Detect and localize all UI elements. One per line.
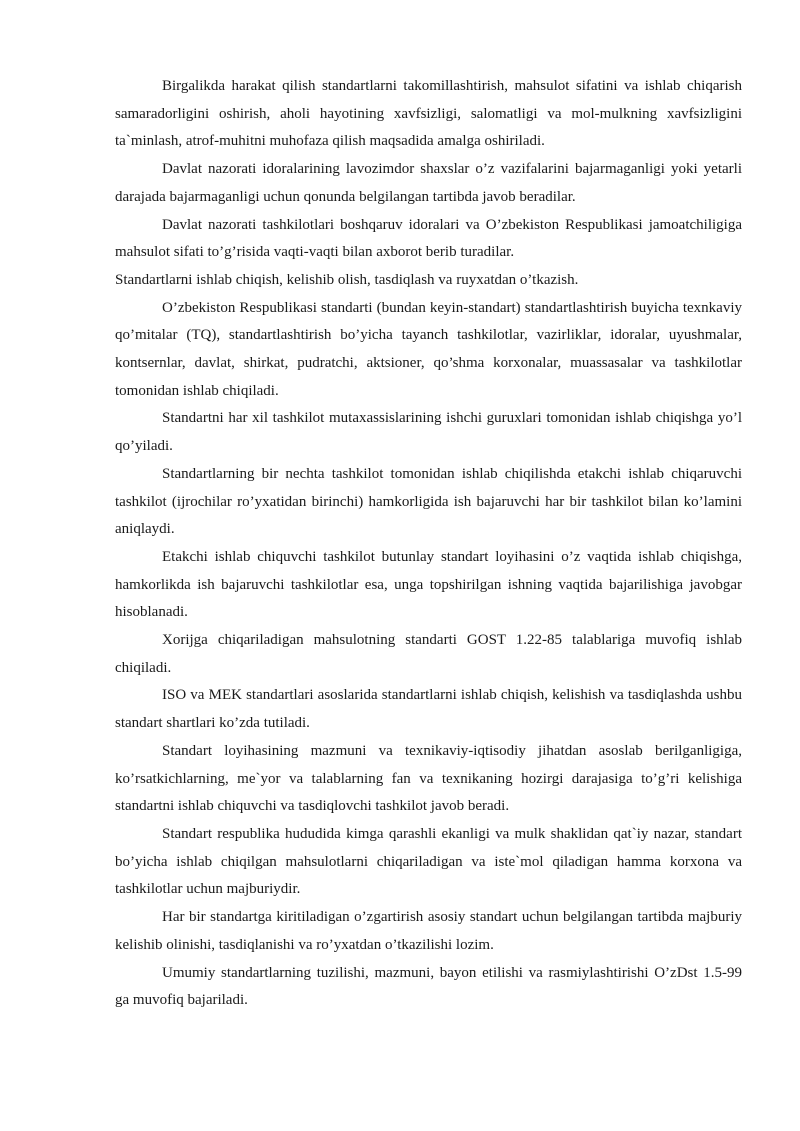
paragraph: Har bir standartga kiritiladigan o’zgartirish asosiy standart uchun belgilangan tartibda majburiy kelishib olinishi, tasdiqlanishi va ro’yxatdan o’tkazilishi lozim.	[115, 909, 742, 953]
paragraph: Xorijga chiqariladigan mahsulotning standarti GOST 1.22-85 talablariga muvofiq ishlab chiqiladi.	[115, 632, 742, 676]
section-heading: Standartlarni ishlab chiqish, kelishib olish, tasdiqlash va ruyxatdan o’tkazish.	[115, 271, 579, 288]
paragraph: Standart loyihasining mazmuni va texnikaviy-iqtisodiy jihatdan asoslab berilganligiga, ko’rsatkichlarning, me`yor va talablarning fan va texnikaning hozirgi darajasiga to’g’ri kelishiga standartni ishlab chiquvchi va tasdiqlovchi tashkilot javob beradi.	[115, 742, 742, 815]
paragraph: Standart respublika hududida kimga qarashli ekanligi va mulk shaklidan qat`iy nazar, standart bo’yicha ishlab chiqilgan mahsulotlarni chiqariladigan va iste`mol qiladigan hamma korxona va tashkilotlar uchun majburiydir.	[115, 825, 742, 898]
paragraph: Etakchi ishlab chiquvchi tashkilot butunlay standart loyihasini o’z vaqtida ishlab chiqishga, hamkorlikda ish bajaruvchi tashkilotlar esa, unga topshirilgan ishning vaqtida bajarilishiga javobgar hisoblanadi.	[115, 548, 742, 621]
paragraph: Standartni har xil tashkilot mutaxassislarining ishchi guruxlari tomonidan ishlab chiqishga yo’l qo’yiladi.	[115, 410, 742, 455]
paragraph: ISO va MEK standartlari asoslarida standartlarni ishlab chiqish, kelishish va tasdiqlashda ushbu standart shartlari ko’zda tutiladi.	[115, 687, 742, 732]
paragraph: Davlat nazorati idoralarining lavozimdor shaxslar o’z vazifalarini bajarmaganligi yoki yetarli darajada bajarmaganligi uchun qonunda belgilangan tartibda javob beradilar.	[115, 161, 742, 205]
paragraph: Davlat nazorati tashkilotlari boshqaruv idoralari va O’zbekiston Respublikasi jamoatchiligiga mahsulot sifati to’g’risida vaqti-vaqti bilan axborot berib turadilar.	[115, 216, 742, 261]
document-page	[115, 73, 742, 1015]
paragraph: Standartlarning bir nechta tashkilot tomonidan ishlab chiqilishda etakchi ishlab chiqaruvchi tashkilot (ijrochilar ro’yxatidan birinchi) hamkorligida ish bajaruvchi har bir tashkilot bilan ko’lamini aniqlaydi.	[115, 465, 742, 538]
paragraph: O’zbekiston Respublikasi standarti (bundan keyin-standart) standartlashtirish buyicha texnkaviy qo’mitalar (TQ), standartlashtirish bo’yicha tayanch tashkilotlar, vazirliklar, idoralar, uyushmalar, kontsernlar, davlat, shirkat, pudratchi, aktsioner, qo’shma korxonalar, muassasalar va tashkilotlar tomonidan ishlab chiqiladi.	[115, 299, 742, 399]
paragraph: Umumiy standartlarning tuzilishi, mazmuni, bayon etilishi va rasmiylashtirishi O’zDst 1.5-99 ga muvofiq bajariladi.	[115, 964, 742, 1009]
paragraph: Birgalikda harakat qilish standartlarni takomillashtirish, mahsulot sifatini va ishlab chiqarish samaradorligini oshirish, aholi hayotining xavfsizligi, salomatligi va mol-mulkning xavfsizligini ta`minlash, atrof-muhitni muhofaza qilish maqsadida amalga oshiriladi.	[115, 78, 742, 150]
